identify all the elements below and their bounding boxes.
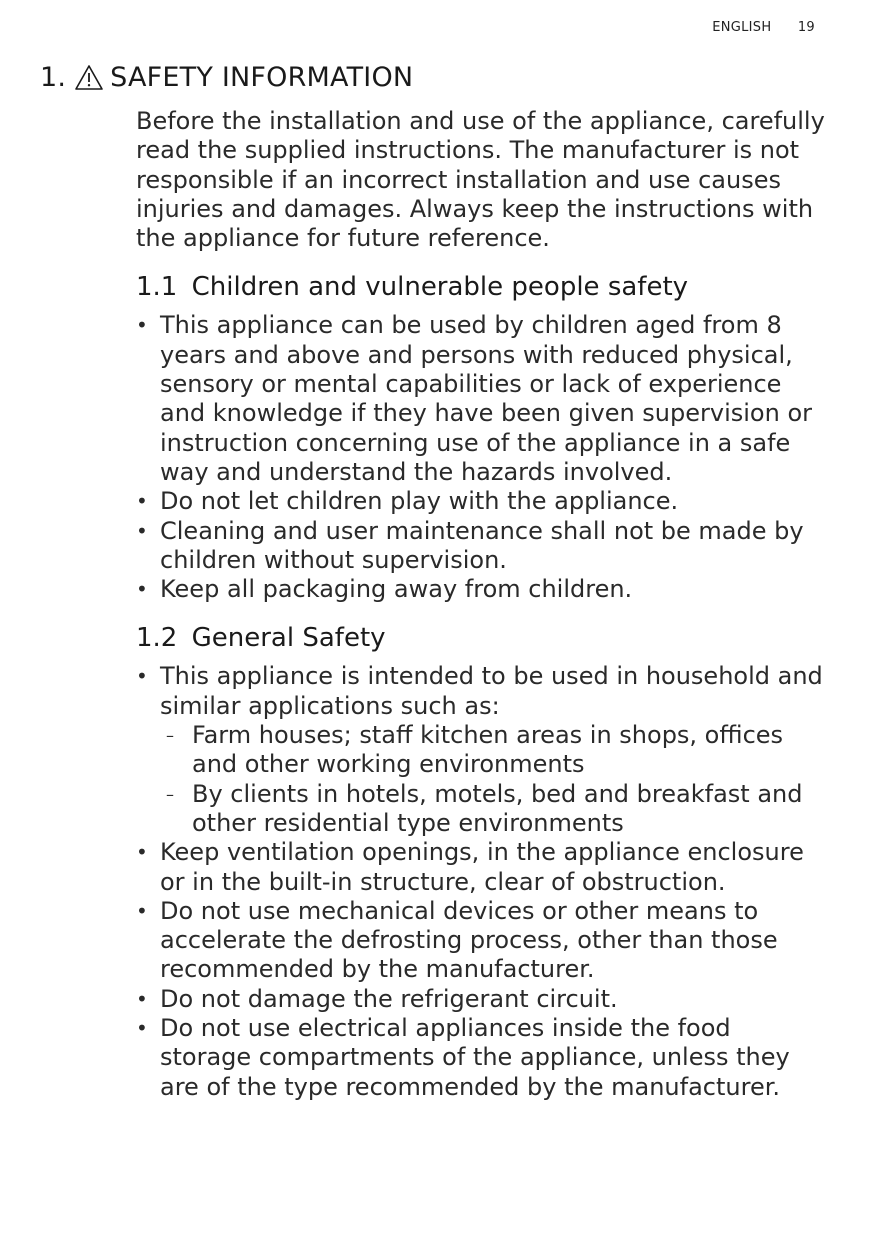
list-item	[136, 1014, 826, 1102]
page-number: 19	[797, 20, 815, 35]
dash-mark: –	[166, 726, 174, 746]
list-item	[136, 838, 826, 897]
page-content	[136, 107, 826, 1120]
sub-list-item-text: Farm houses; staff kitchen areas in shops, offices and other working environments	[192, 721, 784, 779]
page-header	[712, 20, 815, 35]
list-item-text: Keep all packaging away from children.	[160, 575, 633, 604]
list-item	[136, 985, 826, 1014]
children-safety-list	[136, 311, 826, 604]
sub-list-item	[160, 780, 826, 839]
list-item	[136, 487, 826, 516]
dash-mark: –	[166, 784, 174, 804]
list-item-text: This appliance is intended to be used in household and similar applications such as:	[160, 662, 823, 720]
list-item-text: Keep ventilation openings, in the appliance enclosure or in the built-in structure, clear of obstruction.	[160, 838, 804, 896]
list-item-text: Cleaning and user maintenance shall not be made by children without supervision.	[160, 516, 804, 574]
section-title	[40, 62, 413, 93]
bullet-mark: •	[136, 577, 148, 602]
section-number: 1.	[40, 62, 67, 93]
list-item	[136, 517, 826, 576]
subsection-title-children	[136, 271, 826, 303]
intro-paragraph: Before the installation and use of the appliance, carefully read the supplied instructions. The manufacturer is not responsible if an incorrect installation and use causes injuries and damages. Always keep the instructions with the appliance for future reference.	[136, 107, 825, 253]
bullet-mark: •	[136, 898, 148, 923]
list-item-text: Do not use mechanical devices or other means to accelerate the defrosting process, other than those recommended by the manufacturer.	[160, 896, 778, 984]
header-language: ENGLISH	[712, 20, 772, 35]
general-safety-list	[136, 662, 826, 1101]
subsection-number: 1.2	[136, 623, 178, 654]
list-item	[136, 662, 826, 838]
list-item-text: Do not damage the refrigerant circuit.	[160, 984, 618, 1013]
list-item	[136, 575, 826, 604]
subsection-title-text: General Safety	[191, 623, 386, 654]
bullet-mark: •	[136, 986, 148, 1011]
bullet-mark: •	[136, 664, 148, 689]
section-title-text: SAFETY INFORMATION	[110, 62, 414, 93]
list-item-text: Do not use electrical appliances inside the food storage compartments of the appliance, unless they are of the type recommended by the manufacturer.	[160, 1014, 790, 1101]
sub-list-item-text: By clients in hotels, motels, bed and breakfast and other residential type environments	[192, 779, 803, 837]
bullet-mark: •	[136, 1016, 148, 1041]
subsection-title-text: Children and vulnerable people safety	[191, 272, 689, 303]
list-item	[136, 897, 826, 985]
sub-list-item	[160, 721, 826, 780]
bullet-mark: •	[136, 518, 148, 543]
warning-icon	[74, 64, 104, 91]
sub-list	[160, 721, 826, 838]
list-item-text: This appliance can be used by children aged from 8 years and above and persons with reduced physical, sensory or mental capabilities or lack of experience and knowledge if they have been given supervision or instruction concerning use of the appliance in a safe way and understand the hazards involved.	[160, 311, 812, 486]
subsection-number: 1.1	[136, 272, 178, 303]
bullet-mark: •	[136, 840, 148, 865]
list-item-text: Do not let children play with the appliance.	[160, 487, 679, 516]
bullet-mark: •	[136, 489, 148, 514]
subsection-title-general	[136, 622, 826, 654]
bullet-mark: •	[136, 313, 148, 338]
list-item	[136, 311, 826, 487]
